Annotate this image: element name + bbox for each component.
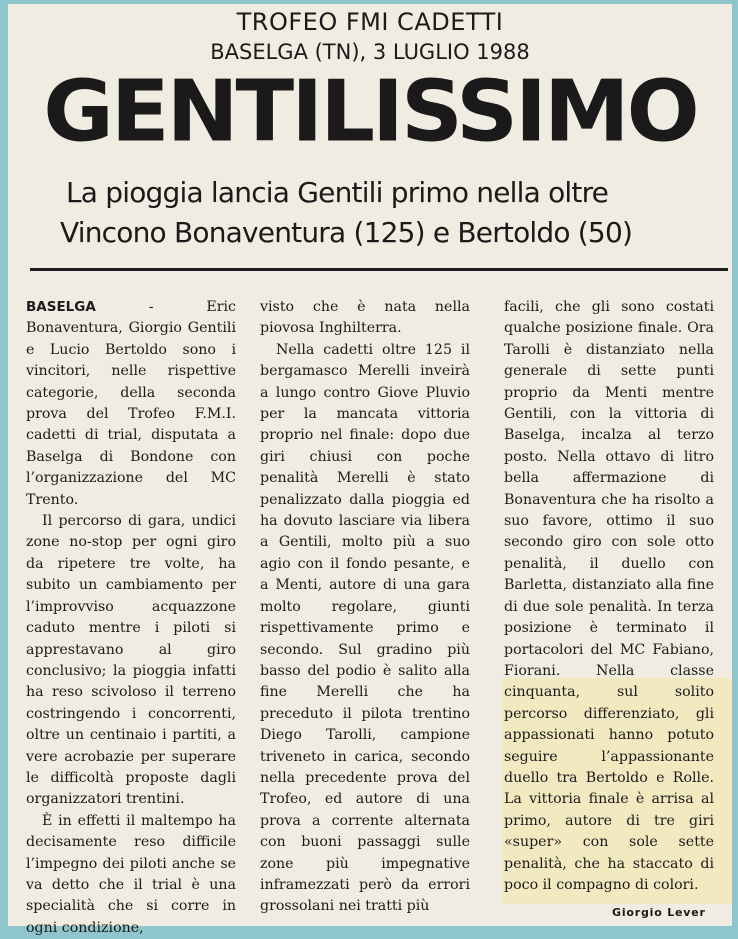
paragraph: Il percorso di gara, undici zone no-stop per ogni giro da ripetere tre volte, ha subito un cambiamento per l’improvviso acquazzone caduto mentre i piloti si apprestavano al giro conclusivo; la pioggia infatti ha reso scivoloso il terreno costringendo i concorrenti, oltre un centinaio i partiti, a vere acrobazie per superare le difficoltà proposte dagli organizzatori trentini. xyxy=(26,513,236,808)
event-place-date: BASELGA (TN), 3 LUGLIO 1988 xyxy=(210,40,530,64)
paragraph: visto che è nata nella piovosa Inghilterra. xyxy=(260,299,470,337)
header-divider xyxy=(30,268,728,271)
paragraph: Nella cadetti oltre 125 il bergamasco Merelli inveirà a lungo contro Giove Pluvio per la mancata vittoria proprio nel finale: dopo due giri chiusi con poche penalità Merelli è stato penalizzato dalla pioggia ed ha dovuto lasciare via libera a Gentili, molto più a suo agio con il fondo pesante, e a Menti, autore di una gara molto regolare, giunti rispettivamente primo e secondo. Sul gradino più basso del podio è salito alla fine Merelli che ha preceduto il pilota trentino Diego Tarolli, campione triveneto in carica, secondo nella precedente prova del Trofeo, ed autore di una prova a corrente alternata con buoni passaggi sulle zone più impegnative inframezzati però da errori grossolani nei tratti più xyxy=(260,341,470,915)
paragraph: È in effetti il maltempo ha decisamente reso difficile l’impegno dei piloti anche se va detto che il trial è una specialità che si corre in ogni condizione, xyxy=(26,812,236,936)
paragraph: facili, che gli sono costati qualche posizione finale. Ora Tarolli è distanziato nella generale di sette punti proprio da Menti mentre Gentili, con la vittoria di Baselga, incalza al terzo posto. Nella ottavo di litro bella affermazione di Bonaventura che ha risolto a suo favore, ottimo il suo secondo giro con sole otto penalità, il duello con Barletta, distanziato alla fine di due sole penalità. In terza posizione è terminato il portacolori del MC Fabiano, Fiorani. Nella classe cinquanta, sul solito percorso differenziato, gli appassionati hanno potuto seguire l’appassionante duello tra Bertoldo e Rolle. La vittoria finale è arrisa al primo, autore di tre giri «super» con sole sette penalità, che ha staccato di poco il compagno di colori. xyxy=(504,299,714,893)
magazine-page xyxy=(8,4,732,936)
article-column-1 xyxy=(26,297,236,939)
event-title: TROFEO FMI CADETTI xyxy=(236,8,504,36)
author-byline: Giorgio Lever xyxy=(612,906,706,919)
article-column-3 xyxy=(504,297,714,896)
paragraph-text: - Eric Bonaventura, Giorgio Gentili e Lucio Bertoldo sono i vincitori, nelle rispettive categorie, della seconda prova del Trofeo F.M.I. cadetti di trial, disputata a Baselga di Bondone con l’organizzazione del MC Trento. xyxy=(26,299,236,508)
subheadline-line-2: Vincono Bonaventura (125) e Bertoldo (50) xyxy=(60,216,633,249)
headline: GENTILISSIMO xyxy=(43,63,697,161)
lead-word: BASELGA xyxy=(26,299,96,315)
subheadline-line-1: La pioggia lancia Gentili primo nella oltre xyxy=(66,176,609,209)
paragraph xyxy=(26,297,236,511)
article-column-2 xyxy=(260,297,470,918)
